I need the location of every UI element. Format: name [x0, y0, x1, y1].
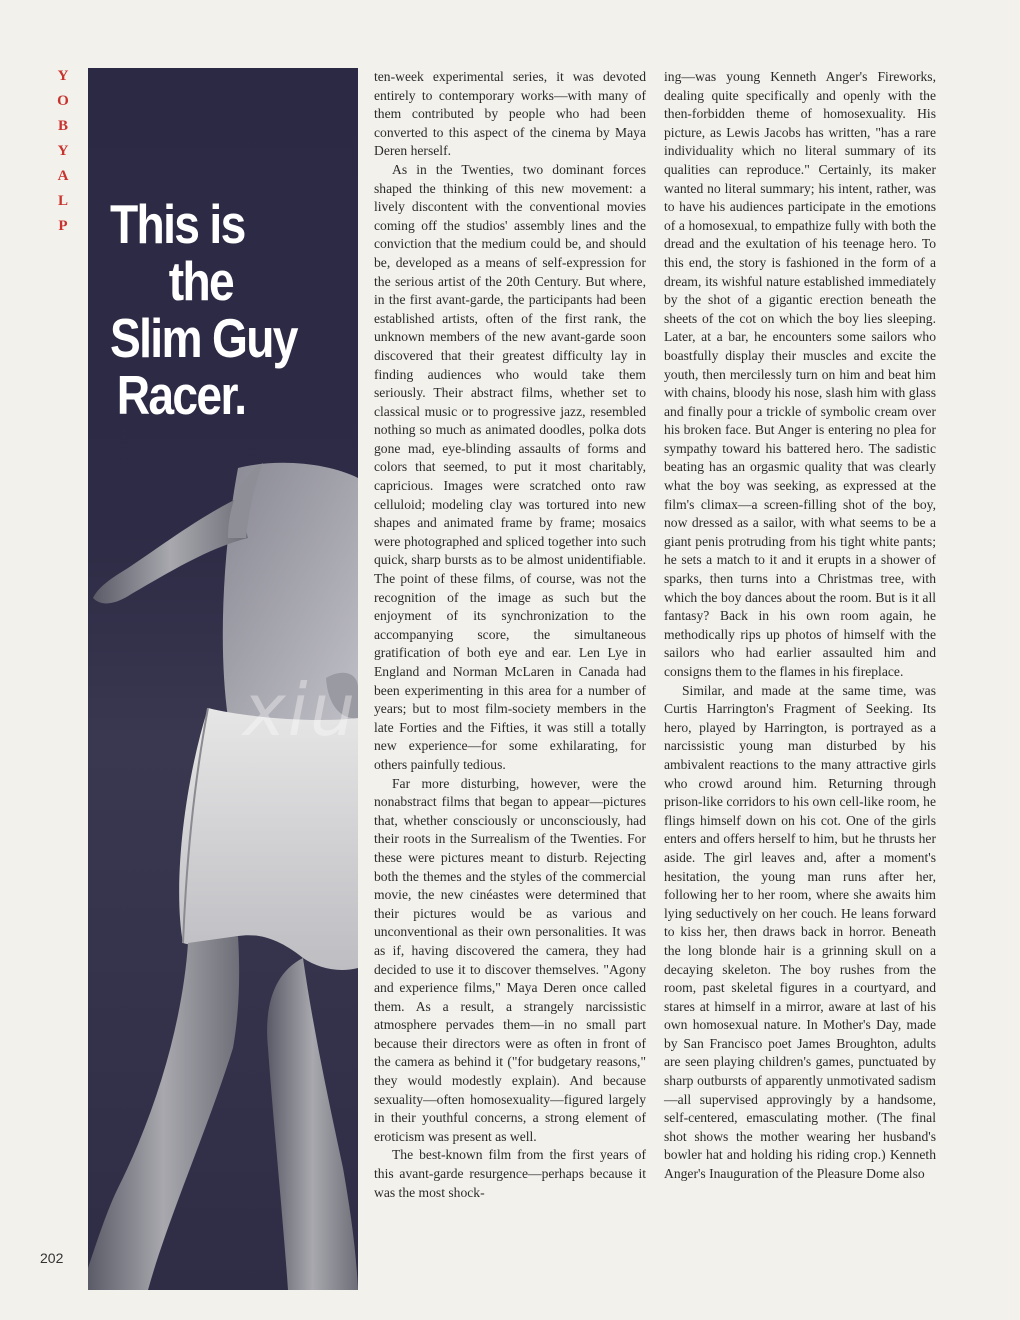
article-paragraph: ing—was young Kenneth Anger's Fireworks, dealing quite specifically and openly with the then-forbidden theme of homosexuality. His picture, as Lewis Jacobs has written, "has a rare individuality which no literal summary of its qualities can reproduce." Certainly, its maker wanted no literal summary; his intent, rather, was to have his audiences participate in the emotions of a homosexual, to empathize fully with both the dread and the exultation of his teenage hero. To this end, the story is fashioned in the form of a dream, its wishful nature established immediately by the shot of a gigantic erection beneath the sheets of the cot on which the boy lies sleeping. Later, at a bar, he encounters some sailors who boastfully display their muscles and excite the youth, then mercilessly turn on him and beat him with chains, bloody his nose, slash him with glass and finally pour a trickle of symbolic cream over his broken face. But Anger is entering no plea for sympathy toward his battered hero. The sadistic beating has an orgasmic quality that was clearly what the boy was seeking, as expressed at the film's climax—a screen-filling shot of the boy, now dressed as a sailor, with what seems to be a giant penis protruding from his tight white pants; he sets a match to it and it erupts in a shower of sparks, then turns into a Christmas tree, with which the boy dances about the room. But is it all fantasy? Back in his own room again, he methodically rips up photos of himself with the sailors who had earlier assaulted him and consigns them to the flames in his fireplace. — [664, 69, 936, 679]
masthead-letter: P — [58, 218, 68, 234]
article-paragraph: Similar, and made at the same time, was Curtis Harrington's Fragment of Seeking. Its hero, played by Harrington, is portrayed as a narcissistic young man disturbed by his ambivalent reactions to the many attractive girls who crowd around him. Returning through prison-like corridors to his own cell-like room, he flings himself down on his cot. One of the girls enters and offers herself to him, but he thrusts her aside. The girl leaves and, after a moment's hesitation, the young man runs after her, following her to her room, where she awaits him lying seductively on her couch. He leans forward to kiss her, then draws back in horror. Beneath the long blonde hair is a grinning skull on a decaying skeleton. The boy rushes from the room, past skeletal figures in a courtyard, and stares at himself in a mirror, aware at last of his own homosexual nature. In Mother's Day, made by San Francisco poet James Broughton, adults are seen playing children's games, punctuated by sharp outbursts of apparently unmotivated sadism—all supervised approvingly by a handsome, self-centered, emasculating mother. (The final shot shows the mother wearing her husband's bowler hat and holding his riding crop.) Kenneth Anger's Inauguration of the Pleasure Dome also — [664, 682, 936, 1182]
masthead-vertical — [52, 64, 74, 239]
masthead-letter: O — [57, 93, 69, 109]
watermark-text: xiu — [243, 668, 358, 752]
masthead-letter: Y — [57, 143, 69, 159]
ad-headline — [110, 193, 312, 426]
masthead-letter: L — [57, 193, 68, 209]
article-paragraph: Far more disturbing, however, were the nonabstract films that began to appear—pictures that, whether consciously or unconsciously, had their roots in the Surrealism of the Twenties. For these were pictures meant to disturb. Rejecting both the themes and the styles of the commercial movie, the new cinéastes were determined that their pictures would be as various and unconventional as their own personalities. It was as if, having discovered the camera, they had decided to use it to discover themselves. "Agony and experience films," Maya Deren once called them. As a result, a strangely narcissistic atmosphere pervades them—in no small part because their directors were as often in front of the camera as behind it ("for budgetary reasons," they would modestly explain). And because sexuality—often homosexuality—figured largely in their youthful concerns, a strong element of eroticism was present as well. — [374, 775, 646, 1144]
masthead-letter: A — [57, 168, 69, 184]
article-column-1 — [374, 68, 646, 1202]
article-paragraph: ten-week experimental series, it was devoted entirely to contemporary works—with many of them contributed by people who had been converted to this aspect of the cinema by Maya Deren herself. — [374, 69, 646, 159]
headline-line: Slim Guy — [110, 307, 297, 369]
article-column-2 — [664, 68, 936, 1184]
article-paragraph: As in the Twenties, two dominant forces shaped the thinking of this new movement: a lively discontent with the conventional movies coming off the studios' assembly lines and the conviction that the medium could be, and should be, developed as a means of self-expression for the serious artist of the 20th Century. But where, in the first avant-garde, the participants had been established artists, often of the first rank, the unknown members of the new avant-garde soon discovered that their greatest difficulty lay in finding audiences who would take them seriously. Their abstract films, whether set to classical music or to progressive jazz, resembled nothing so much as animated doodles, polka dots gone mad, eye-blinding assaults of forms and colors that seemed, to put it most charitably, capricious. Images were scratched onto raw celluloid; modeling clay was tortured into new shapes and animated frame by frame; mosaics were photographed and spliced together into such quick, sharp bursts as to be almost unidentifiable. The point of these films, of course, was not the recognition of the image as such but the enjoyment of its synchronization to the accompanying score, the simultaneous gratification of both eye and ear. Len Lye in England and Norman McLaren in Canada had been experimenting in this area for a number of years; but to most film-society members in the late Forties and the Fifties, it was still a totally new experience—for some exhilarating, for others painfully tedious. — [374, 161, 646, 772]
article-paragraph: The best-known film from the first years of this avant-garde resurgence—perhaps because it was the most shock- — [374, 1147, 646, 1200]
advertisement-panel — [88, 68, 358, 1290]
page-number: 202 — [40, 1250, 64, 1266]
headline-line: the — [168, 250, 234, 312]
headline-line: Racer. — [116, 364, 246, 426]
masthead-letter: B — [57, 118, 68, 134]
masthead-letter: Y — [57, 68, 69, 84]
headline-line: This is — [110, 193, 245, 255]
